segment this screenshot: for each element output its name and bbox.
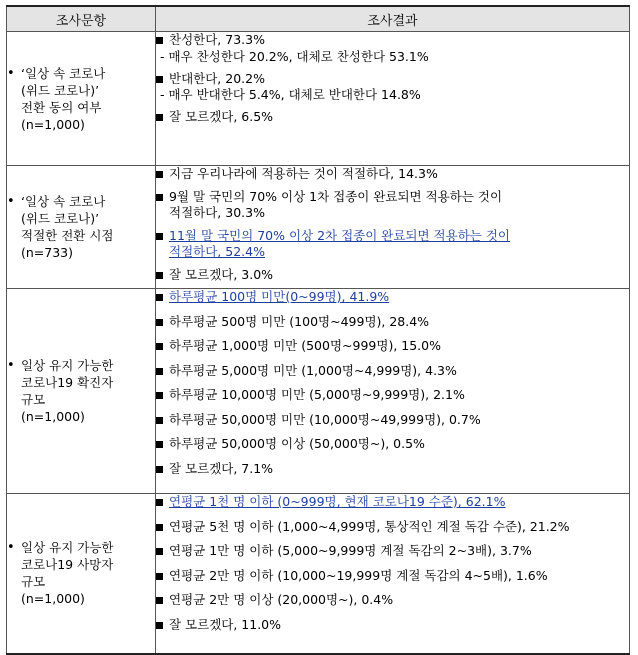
square-bullet-icon (156, 272, 163, 279)
result-item (156, 71, 629, 104)
result-item-line (156, 387, 629, 404)
result-text-line: 잘 모르겠다, 6.5% (169, 109, 274, 124)
result-item (156, 387, 629, 404)
table-row (7, 166, 630, 289)
result-item (156, 166, 629, 183)
question-line: 코로나19 확진자 (21, 375, 114, 390)
result-item (156, 228, 629, 261)
result-text-line: 반대한다, 20.2% (169, 70, 265, 86)
square-bullet-icon (156, 524, 163, 531)
square-bullet-icon (156, 233, 163, 240)
result-text-line: 하루평균 100명 미만(0~99명), 41.9% (169, 289, 390, 304)
result-item (156, 461, 629, 478)
highlighted-result-text (169, 289, 389, 306)
result-item-line (156, 228, 629, 261)
result-item (156, 543, 629, 560)
result-text-line: 연평균 2만 명 이상 (20,000명~), 0.4% (169, 592, 394, 607)
square-bullet-icon (156, 343, 163, 350)
result-item (156, 289, 629, 306)
question-bullet: • (7, 540, 15, 556)
question-cell (7, 289, 156, 494)
result-text (169, 387, 465, 404)
result-cell (156, 166, 630, 289)
result-text-line: 잘 모르겠다, 7.1% (169, 460, 274, 476)
question-block (7, 65, 155, 133)
result-item (156, 338, 629, 355)
result-text-line: 하루평균 1,000명 미만 (500명~999명), 15.0% (169, 338, 441, 353)
result-cell (156, 289, 630, 494)
result-text-line: 적절하다, 52.4% (169, 244, 265, 259)
survey-body (7, 32, 630, 654)
question-bullet: • (7, 194, 15, 209)
result-item-line (156, 71, 629, 88)
highlighted-result-text (169, 494, 505, 511)
question-block (7, 193, 155, 261)
question-line: 일상 유지 가능한 (21, 540, 114, 556)
result-text-line: 찬성한다, 73.3% (169, 32, 265, 47)
question-cell (7, 32, 156, 166)
result-text (169, 109, 273, 126)
result-sub-breakdown: - 매우 찬성한다 20.2%, 대체로 찬성한다 53.1% (160, 48, 429, 64)
result-text (169, 461, 273, 478)
square-bullet-icon (156, 622, 163, 629)
result-sub-breakdown: - 매우 반대한다 5.4%, 대체로 반대한다 14.8% (160, 87, 421, 102)
result-text (169, 338, 441, 355)
result-text-line: 잘 모르겠다, 3.0% (169, 266, 274, 282)
question-line: 전환 동의 여부 (21, 99, 102, 115)
result-text (169, 436, 425, 453)
result-text-line: 9월 말 국민의 70% 이상 1차 접종이 완료되면 적용하는 것이 (169, 188, 503, 204)
result-text-line: 잘 모르겠다, 11.0% (169, 616, 282, 632)
question-line: ‘일상 속 코로나 (21, 65, 106, 81)
result-item-line (156, 519, 629, 536)
question-line: (위드 코로나)’ (21, 82, 100, 98)
question-text (21, 65, 105, 133)
header-row (7, 6, 630, 32)
result-text (169, 166, 438, 183)
question-line: (n=733) (21, 245, 74, 260)
result-text-line: 연평균 1만 명 이하 (5,000~9,999명 계절 독감의 2~3배), 3.7% (169, 543, 532, 558)
result-item (156, 363, 629, 380)
question-cell (7, 166, 156, 289)
question-line: (n=1,000) (21, 409, 85, 424)
result-text (169, 519, 570, 536)
square-bullet-icon (156, 466, 163, 473)
result-text (169, 363, 457, 380)
result-item-line (156, 314, 629, 331)
square-bullet-icon (156, 417, 163, 424)
table-row (7, 289, 630, 494)
result-cell (156, 494, 630, 654)
result-item (156, 617, 629, 634)
result-text-line: 11월 말 국민의 70% 이상 2차 접종이 완료되면 적용하는 것이 (169, 227, 510, 243)
square-bullet-icon (156, 548, 163, 555)
result-text-line: 연평균 1천 명 이하 (0~999명, 현재 코로나19 수준), 62.1% (169, 494, 506, 509)
square-bullet-icon (156, 368, 163, 375)
result-item (156, 32, 629, 65)
result-text-line: 하루평균 10,000명 미만 (5,000명~9,999명), 2.1% (169, 387, 465, 402)
result-item (156, 568, 629, 585)
result-column-header: 조사결과 (156, 6, 630, 32)
result-item (156, 267, 629, 284)
square-bullet-icon (156, 171, 163, 178)
result-item-line (156, 109, 629, 126)
result-text (169, 32, 265, 49)
result-item (156, 519, 629, 536)
question-block (7, 539, 155, 607)
question-text (21, 539, 113, 607)
question-line: 적절한 전환 시점 (21, 228, 114, 243)
result-text-line: 적절하다, 30.3% (169, 205, 265, 220)
square-bullet-icon (156, 441, 163, 448)
result-item (156, 494, 629, 511)
question-line: (n=1,000) (21, 116, 85, 132)
result-item (156, 109, 629, 126)
result-text-line: 지금 우리나라에 적용하는 것이 적절하다, 14.3% (169, 166, 438, 181)
result-item-line (156, 166, 629, 183)
result-item-line (156, 494, 629, 511)
square-bullet-icon (156, 597, 163, 604)
result-item (156, 189, 629, 222)
result-item-line (156, 461, 629, 478)
result-item-line (156, 592, 629, 609)
question-block (7, 357, 155, 425)
result-text (169, 189, 502, 222)
table-row (7, 494, 630, 654)
result-item-line (156, 363, 629, 380)
question-line: (n=1,000) (21, 591, 85, 607)
result-text (169, 71, 265, 88)
result-item-line (156, 189, 629, 222)
result-text-line: 하루평균 50,000명 이상 (50,000명~), 0.5% (169, 436, 425, 451)
square-bullet-icon (156, 114, 163, 121)
result-text-line: 하루평균 500명 미만 (100명~499명), 28.4% (169, 313, 430, 329)
question-line: 규모 (21, 392, 46, 407)
table-row (7, 32, 630, 166)
result-item (156, 436, 629, 453)
square-bullet-icon (156, 37, 163, 44)
square-bullet-icon (156, 392, 163, 399)
square-bullet-icon (156, 76, 163, 83)
result-text (169, 543, 532, 560)
survey-table (6, 5, 630, 655)
square-bullet-icon (156, 194, 163, 201)
result-text (169, 412, 481, 429)
result-item-line (156, 543, 629, 560)
square-bullet-icon (156, 499, 163, 506)
result-text (169, 314, 429, 331)
result-item-line (156, 436, 629, 453)
result-item-line (156, 267, 629, 284)
square-bullet-icon (156, 319, 163, 326)
question-bullet: • (7, 65, 15, 81)
question-line: (위드 코로나)’ (21, 211, 100, 226)
result-text (169, 592, 393, 609)
result-text-line: 하루평균 5,000명 미만 (1,000명~4,999명), 4.3% (169, 362, 457, 378)
highlighted-result-text (169, 228, 510, 261)
result-item-line (156, 568, 629, 585)
question-text (21, 193, 113, 261)
question-bullet: • (7, 358, 15, 373)
result-item-line (156, 289, 629, 306)
question-text (21, 357, 113, 425)
result-text (169, 617, 281, 634)
question-line: 규모 (21, 574, 46, 590)
question-line: 일상 유지 가능한 (21, 358, 114, 373)
question-line: ‘일상 속 코로나 (21, 194, 106, 209)
result-cell (156, 32, 630, 166)
question-line: 코로나19 사망자 (21, 557, 114, 573)
square-bullet-icon (156, 573, 163, 580)
result-text-line: 연평균 2만 명 이하 (10,000~19,999명 계절 독감의 4~5배), 1.6% (169, 567, 548, 583)
result-item-line (156, 412, 629, 429)
result-text (169, 267, 273, 284)
result-item (156, 314, 629, 331)
result-item-line (156, 338, 629, 355)
square-bullet-icon (156, 294, 163, 301)
result-text-line: 하루평균 50,000명 미만 (10,000명~49,999명), 0.7% (169, 411, 481, 427)
result-item-line (156, 32, 629, 49)
result-text (169, 568, 548, 585)
question-cell (7, 494, 156, 654)
result-text-line: 연평균 5천 명 이하 (1,000~4,999명, 통상적인 계절 독감 수준), 21.2% (169, 518, 570, 534)
question-column-header: 조사문항 (7, 6, 156, 32)
result-item (156, 592, 629, 609)
result-item (156, 412, 629, 429)
result-item-line (156, 617, 629, 634)
